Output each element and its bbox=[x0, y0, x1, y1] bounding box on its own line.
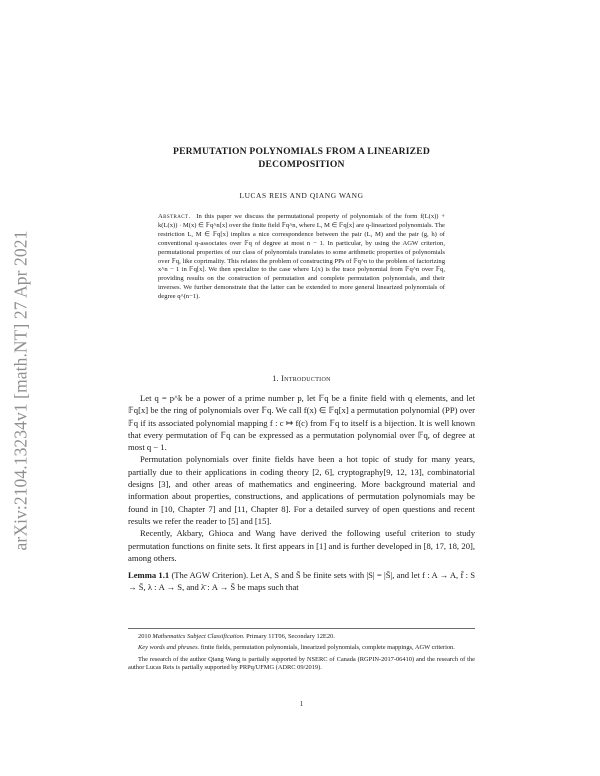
paragraph-1: Let q = p^k be a power of a prime number p, let 𝔽q be a finite field with q elements, and let 𝔽q[x] be the ring of polynomials over 𝔽q. We call f(x) ∈ 𝔽q[x] a permutation polynomial (PP) over 𝔽q if its associated polynomial mapping f : c ↦ f(c) from 𝔽q to itself is a bijection. It is well known that every permutation of 𝔽q can be expressed as a permutation polynomial over 𝔽q, of degree at most q − 1. bbox=[128, 393, 475, 453]
section-title: Introduction bbox=[281, 374, 331, 383]
abstract-text: In this paper we discuss the permutational property of polynomials of the form f(L(x)) + k(L(x)) · M(x) ∈ 𝔽q^n[x] over the finite field 𝔽q^n, where L, M ∈ 𝔽q[x] are q-linearized polynomials. The restriction L, M ∈ 𝔽q[x] implies a nice correspondence between the pair (L, M) and the pair (g, h) of conventional q-associates over 𝔽q of degree at most n − 1. In particular, by using the AGW criterion, permutational properties of our class of polynomials translates to some arithmetic properties of polynomials over 𝔽q, like coprimality. This relates the problem of constructing PPs of 𝔽q^n to the problem of factorizing x^n − 1 in 𝔽q[x]. We then specialize to the case where L(x) is the trace polynomial from 𝔽q^n over 𝔽q, providing results on the construction of permutation and complete permutation polynomials, and their inverses. We further demonstrate that the latter can be extended to more general linearized polynomials of degree q^(n−1). bbox=[158, 213, 445, 301]
lemma-statement bbox=[128, 569, 475, 594]
footnote-msc-year: 2010 bbox=[138, 633, 151, 640]
paragraph-2: Permutation polynomials over finite fields have been a hot topic of study for many years, partially due to their applications in coding theory [2, 6], cryptography[9, 12, 13], combinatorial designs [3], and other areas of mathematics and engineering. More background material and information about properties, constructions, and applications of permutation polynomials may be found in [10, Chapter 7] and [11, Chapter 8]. For a detailed survey of open questions and recent results we refer the reader to [5] and [15]. bbox=[128, 454, 475, 526]
title-line-1: PERMUTATION POLYNOMIALS FROM A LINEARIZED bbox=[173, 146, 430, 157]
footnote-msc bbox=[128, 633, 475, 641]
paper-title bbox=[128, 146, 475, 171]
footnote-keywords-label: Key words and phrases. bbox=[138, 644, 200, 652]
paragraph-3: Recently, Akbary, Ghioca and Wang have derived the following useful criterion to study permutation functions on finite sets. It first appears in [1] and is further developed in [8, 17, 18, 20], among others. bbox=[128, 528, 475, 563]
footnotes bbox=[128, 628, 475, 676]
lemma-label: Lemma 1.1 bbox=[128, 570, 170, 581]
abstract-label: Abstract. bbox=[158, 213, 191, 220]
paper-authors: LUCAS REIS AND QIANG WANG bbox=[239, 191, 364, 200]
body-text bbox=[128, 392, 475, 594]
abstract-block bbox=[158, 213, 445, 302]
arxiv-sidebar-stamp bbox=[6, 200, 36, 580]
footnote-keywords bbox=[128, 644, 475, 652]
lemma-text: (The AGW Criterion). Let A, S and S̄ be finite sets with |S| = |S̄|, and let f : A → A, f̄ : S → S̄, λ : A → S, and λ̄ : A → S̄ be maps such that bbox=[128, 570, 475, 593]
footnote-funding: The research of the author Qiang Wang is partially supported by NSERC of Canada (RGPIN-2017-06410) and the research of the author Lucas Reis is partially supported by PRPq/UFMG (ADRC 09/2019). bbox=[128, 655, 475, 672]
section-heading bbox=[128, 374, 475, 383]
arxiv-identifier: arXiv:2104.13234v1 [math.NT] 27 Apr 2021 bbox=[10, 230, 31, 550]
title-line-2: DECOMPOSITION bbox=[258, 158, 345, 170]
footnote-msc-label: Mathematics Subject Classification. bbox=[152, 633, 245, 640]
section-number: 1. bbox=[272, 374, 279, 383]
footnote-keywords-text: finite fields, permutation polynomials, linearized polynomials, complete mappings, AGW criterion. bbox=[200, 644, 455, 652]
page-number: 1 bbox=[299, 700, 304, 708]
footnote-msc-text: Primary 11T06, Secondary 12E20. bbox=[246, 633, 335, 640]
